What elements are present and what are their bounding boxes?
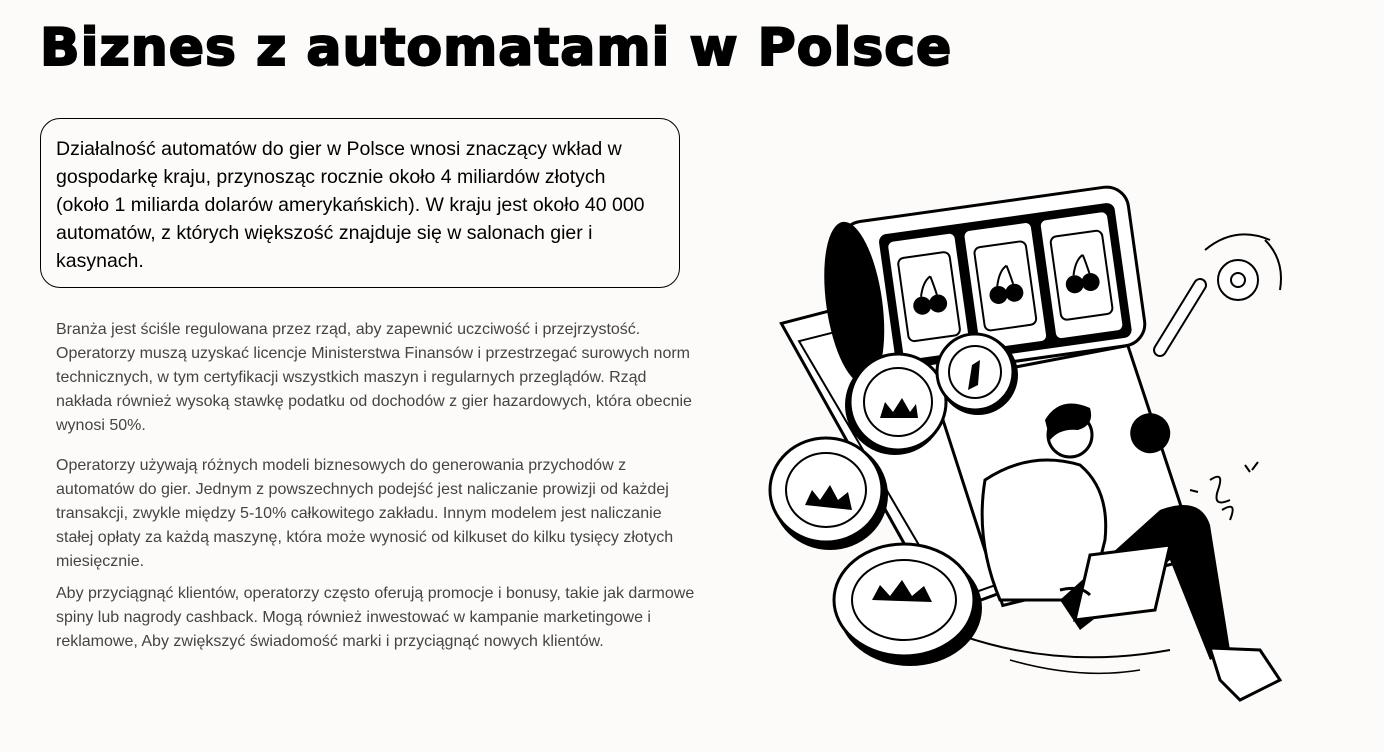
casino-chip-icon bbox=[845, 354, 946, 455]
paragraph-promotions: Aby przyciągnąć klientów, operatorzy często oferują promocje i bonusy, takie jak darmowe spiny lub nagrody cashback. Mogą również inwestować w kampanie marketingowe i reklamowe, Aby zwiększyć świadomość marki i przyciągnąć nowych klientów. bbox=[56, 585, 695, 650]
slot-machine-illustration bbox=[760, 180, 1300, 710]
paragraph-business-models: Operatorzy używają różnych modeli biznesowych do generowania przychodów z automatów do gier. Jednym z powszechnych podejść jest naliczanie prowizji od każdej transakcji, zwykle między 5-10% całkowitego zakładu. Innym modelem jest naliczanie stałej opłaty za każdą maszynę, która może wynosić od kilkuset do kilku tysięcy złotych miesięcznie. bbox=[56, 457, 674, 570]
intro-callout bbox=[40, 118, 680, 288]
lever-icon bbox=[1160, 234, 1281, 350]
paragraph-regulation: Branża jest ściśle regulowana przez rząd, aby zapewnić uczciwość i przejrzystość. Operatorzy muszą uzyskać licencje Ministerstwa Finansów i przestrzegać surowych norm technicznych, w tym certyfikacji wszystkich maszyn i regularnych przeglądów. Rząd nakłada również wysoką stawkę podatku od dochodów z gier hazardowych, która obecnie wynosi 50%. bbox=[56, 321, 692, 434]
page-title: Biznes z automatami w Polsce bbox=[40, 18, 953, 78]
intro-text: Działalność automatów do gier w Polsce wnosi znaczący wkład w gospodarkę kraju, przynosząc rocznie około 4 miliardów złotych (około 1 miliarda dolarów amerykańskich). W kraju jest około 40 000 automatów, z których większość znajduje się w salonach gier i kasynach. bbox=[56, 138, 645, 272]
